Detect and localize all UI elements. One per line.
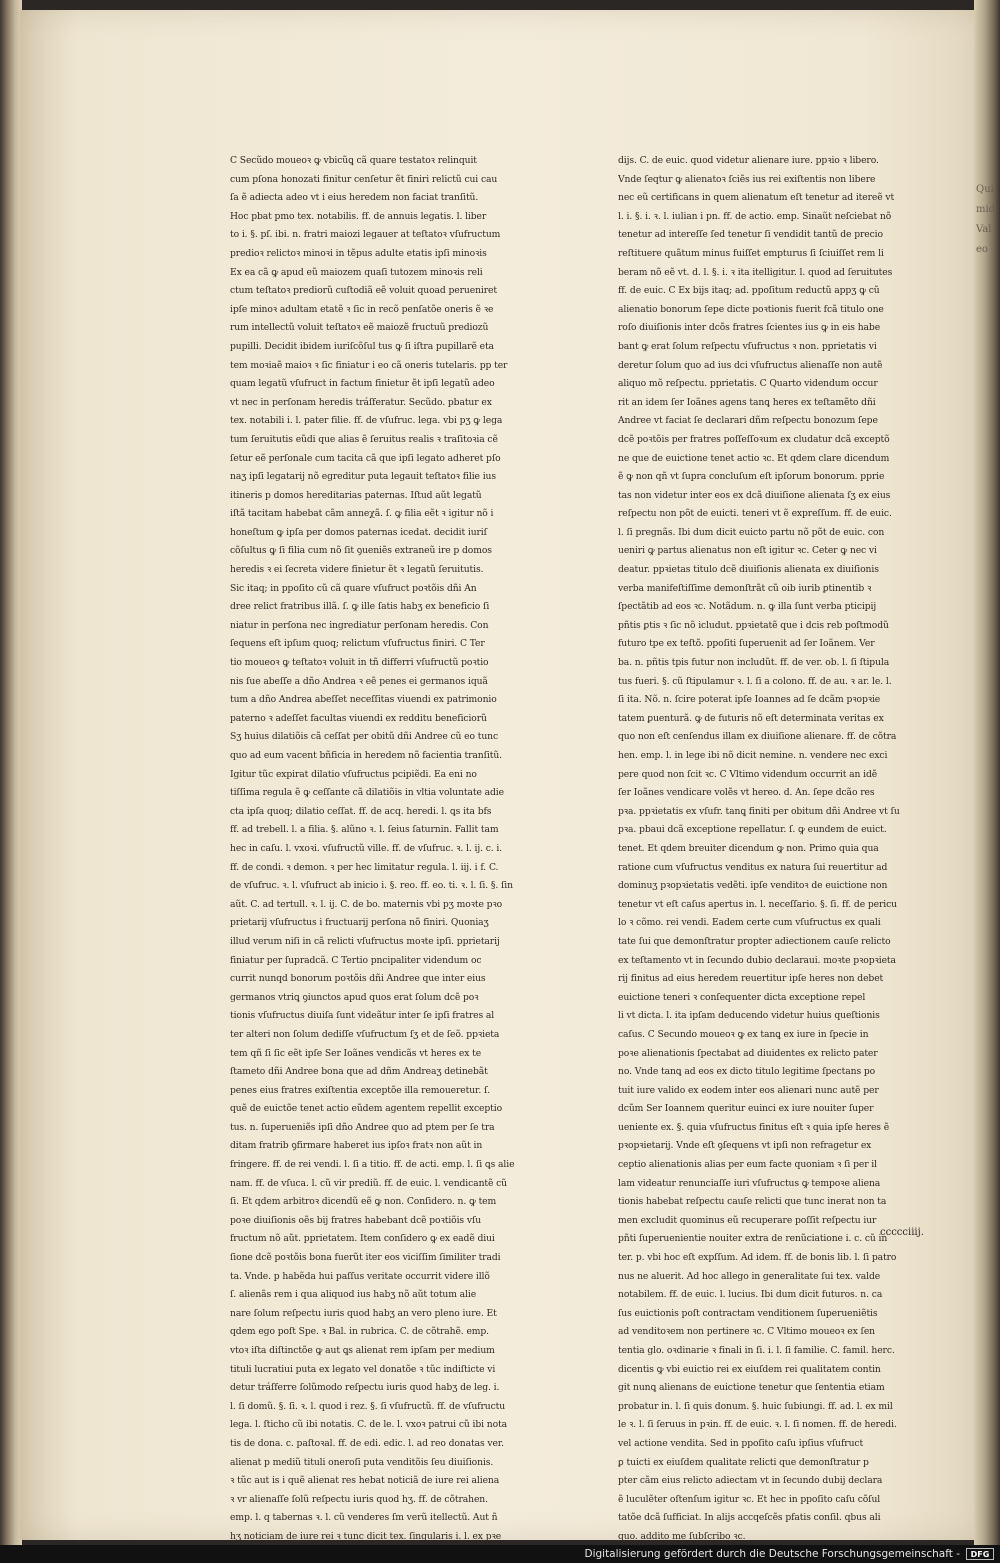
- text-line: ff. ad trebell. l. a filia. §. alũno ꝛ. l. ſeius ſaturnin. Fallit tam: [230, 824, 499, 836]
- text-line: vel actione vendita. Sed in ppoſito caſu ipſius vſufruct: [618, 1437, 864, 1449]
- text-line: ex teſtamento vt in ſecundo dubio declaraui. moꝛte pꝛopꝛieta: [618, 954, 896, 966]
- text-line: ſ. alienãs rem i qua aliquod ius habʒ nõ aũt totum alie: [230, 1289, 477, 1301]
- text-line: git nunꝗ alienans de euictione tenetur que ſententia etiam: [618, 1382, 885, 1394]
- text-line: tenetur ad intereſſe ſed tenetur ſi vendidit tantũ de precio: [618, 229, 883, 241]
- text-line: dominuʒ pꝛopꝛietatis vedẽti. ipſe venditoꝛ de euictione non: [618, 880, 888, 892]
- text-line: ter alteri non ſolum dediſſe vſufructum ſʒ et de ſeõ. ppꝛieta: [230, 1028, 500, 1040]
- text-line: deretur ſolum quo ad ius dci vſufructus alienaſſe non autẽ: [618, 359, 883, 371]
- text-line: hec in caſu. l. vxoꝛi. vſufructũ ville. ff. de vſufruc. ꝛ. l. ij. c. i.: [230, 842, 503, 854]
- text-line: hen. emp. l. in lege ibi nõ dicit nemine. n. vendere nec exci: [618, 750, 888, 761]
- text-line: ſer Ioãnes vendicare volẽs vt hereo. d. An. ſepe dcão res: [618, 787, 875, 799]
- text-line: niatur in perſona nec ingrediatur perſonam heredis. Con: [230, 619, 489, 631]
- text-column-right: [618, 152, 936, 1547]
- text-line: qdem ego poſt Spe. ꝛ Bal. in rubrica. C. de cõtrahẽ. emp.: [230, 1326, 489, 1338]
- text-line: ſa ẽ adiecta adeo vt i eius heredem non faciat tranſitũ.: [230, 192, 479, 204]
- text-line: ſi ita. Nõ. n. ſcire poterat ipſe Ioannes ad ſe dcãm pꝛopꝛie: [618, 694, 881, 706]
- text-line: dijs. C. de euic. quod videtur alienare iure. ppꝛio ꝛ libero.: [618, 155, 879, 166]
- text-line: l. ſi domũ. §. ſi. ꝛ. l. quod i rez. §. ſi vſufructũ. ff. de vſufructu: [230, 1400, 506, 1412]
- text-line: to i. §. pſ. ibi. n. fratri maiozi legauer at teſtatoꝛ vſufructum: [230, 229, 501, 241]
- text-line: ceptio alienationis alias per eum facte quoniam ꝛ ſi per il: [618, 1159, 877, 1171]
- text-line: quo. addito me ſubſcribo ꝛc.: [618, 1530, 746, 1542]
- text-line: ſpectãtib ad eos ꝛc. Notãdum. n. ꝙ illa ſunt verba pticipij: [618, 601, 877, 613]
- text-line: germanos vtriꝗ ꝯiunctos apud quos erat ſolum dcẽ poꝛ: [230, 991, 479, 1003]
- text-line: l. ſi pregnãs. Ibi dum dicit euicto partu nõ põt de euic. con: [618, 526, 885, 538]
- text-line: Sic itaq; in ppoſito cũ cã quare vſufruct poꝛtõis dñi An: [230, 582, 477, 594]
- text-line: ſetur eẽ perſonale cum tacita cã que ipſi legato adheret pſo: [230, 452, 501, 464]
- book-edge-right: [974, 0, 1000, 1545]
- folio-number: ccccciiij.: [880, 1227, 924, 1238]
- footer-bar: [0, 1545, 1000, 1563]
- text-line: tio moueoꝛ ꝙ teſtatoꝛ voluit in tñ differri vſufructũ poꝛtio: [230, 657, 489, 669]
- text-line: le ꝛ. l. ſi ſeruus in pꝛin. ff. de euic. ꝛ. l. ſi nomen. ff. de heredi.: [618, 1419, 897, 1431]
- text-line: pñtis ꝑtis ꝛ ſic nõ icludut. ppꝛietatẽ que i dcis reb poſtmodũ: [618, 619, 889, 631]
- text-line: nus ne aluerit. Ad hoc allego in generalitate ſui tex. valde: [618, 1270, 881, 1282]
- text-line: tum a dño Andrea abeſſet neceſſitas viuendi ex patrimonio: [230, 694, 497, 706]
- text-line: nec eũ certificans in quem alienatum eſt tenetur ad itereẽ vt: [618, 192, 895, 204]
- text-line: ne que de euictione tenet actio ꝛc. Et qdem clare dicendum: [618, 452, 890, 464]
- text-line: pꝛa. ppꝛietatis ex vſufr. tanꝗ finiti per obitum dñi Andree vt ſu: [618, 805, 900, 817]
- text-line: ſtameto dñi Andree bona que ad dñm Andreaʒ detinebãt: [230, 1066, 488, 1078]
- text-line: ipſe minoꝛ adultam etatẽ ꝛ ſic in recõ penſatõe oneris ẽ ꝛe: [230, 303, 494, 315]
- text-line: rit an idem ſer Ioãnes agens tanꝗ heres ex teſtamẽto dñi: [618, 396, 876, 408]
- text-line: de vſufruc. ꝛ. l. vſufruct ab inicio i. §. reo. ff. eo. ti. ꝛ. l. ſi. §. ſin: [230, 880, 513, 892]
- text-column-left: [230, 152, 550, 1547]
- text-line: ad venditoꝛem non pertinere ꝛc. C Vltimo moueoꝛ ex ſen: [618, 1326, 875, 1338]
- text-line: reſpectu non põt de euicti. teneri vt ẽ expreſſum. ff. de euic.: [618, 508, 892, 520]
- text-line: ter. p. vbi hoc eſt expſſum. Ad idem. ff. de bonis lib. l. ſi patro: [618, 1252, 897, 1264]
- text-line: prietarij vſufructus i fructuarij perſona nõ finiri. Quoniaʒ: [230, 917, 489, 929]
- text-line: dcũm Ser Ioannem queritur euinci ex iure nouiter ſuper: [618, 1103, 874, 1115]
- text-line: detur tráſferre ſolũmodo reſpectu iuris quod habʒ de leg. i.: [230, 1382, 500, 1394]
- text-line: Andree vt faciat ſe declarari dñm reſpectu bonozum ſepe: [618, 415, 878, 427]
- text-line: cõſultus ꝙ ſi filia cum nõ ſit ꝯueniẽs extraneũ ire p domos: [230, 545, 492, 557]
- text-line: naʒ ipſi legatarij nõ egreditur puta legauit teſtatoꝛ filie ius: [230, 471, 496, 483]
- text-line: tis de dona. c. paſtoꝛal. ff. de edi. edic. l. ad reo donatas ver.: [230, 1437, 504, 1449]
- text-line: tionis vſufructus diuiſa ſunt videãtur inter ſe ipſi fratres al: [230, 1010, 495, 1022]
- text-line: ſequens eſt ipſum quoq; relictum vſufructus finiri. C Ter: [230, 638, 485, 650]
- text-line: no. Vnde tanꝗ ad eos ex dicto titulo legitime ſpectans po: [618, 1066, 876, 1078]
- text-line: emp. l. q tabernas ꝛ. l. cũ venderes ſm verũ itellectũ. Aut ñ: [230, 1512, 498, 1524]
- text-line: tem qñ ſi ſic eẽt ipſe Ser Ioãnes vendicãs vt heres ex te: [230, 1047, 482, 1059]
- text-line: beram nõ eẽ vt. d. l. §. i. ꝛ ita itelligitur. l. quod ad ſeruitutes: [618, 266, 893, 278]
- text-line: vt nec in perſonam heredis tráſferatur. Secũdo. pbatur ex: [230, 396, 492, 408]
- text-line: tas non videtur inter eos ex dcã diuiſione alienata ſʒ ex eius: [618, 489, 891, 501]
- text-line: quo ad eum vacent bñficia in heredem nõ facientia tranſitũ.: [230, 750, 502, 761]
- funding-credit: Digitalisierung gefördert durch die Deutsche Forschungsgemeinschaft -: [584, 1548, 960, 1560]
- text-line: tuit iure valido ex eodem inter eos alienari nunc autẽ per: [618, 1084, 879, 1096]
- text-line: tentia glo. oꝛdinarie ꝛ finali in ſi. i. l. ſi familie. C. famil. herc.: [618, 1345, 895, 1356]
- text-line: cta ipſa quoq; dilatio ceſſat. ff. de acq. heredi. l. ꝗs ita bfs: [230, 805, 492, 817]
- text-line: ꝛ tũc aut is i quẽ alienat res hebat noticiã de iure rei aliena: [230, 1475, 500, 1487]
- text-line: fructum nõ aũt. pprietatem. Item conſidero ꝙ ex eadẽ diui: [230, 1233, 495, 1245]
- text-line: honeſtum ꝙ ipſa per domos paternas icedat. decidit iuriſ: [230, 526, 487, 538]
- text-line: ẽ ꝙ non qñ vt ſupra concluſum eſt ipſorum bonorum. pprie: [618, 471, 885, 483]
- text-line: futuro tpe ex teſtõ. ppoſiti ſuperuenit ad ſer Ioãnem. Ver: [618, 638, 875, 650]
- text-line: tatem ꝑuenturã. ꝙ de futuris nõ eſt determinata veritas ex: [618, 712, 884, 724]
- text-line: notabilem. ff. de euic. l. lucius. Ibi dum dicit futuros. n. ca: [618, 1289, 883, 1301]
- text-line: penes eius fratres exiſtentia exceptõe illa remoueretur. ſ.: [230, 1084, 491, 1096]
- dfg-logo: DFG: [966, 1548, 994, 1560]
- text-line: ff. de condi. ꝛ demon. ꝛ per hec limitatur regula. l. iij. i f. C.: [230, 861, 499, 873]
- text-line: reſtituere quãtum minus fuiſſet empturus ſi ſciuiſſet rem li: [618, 247, 884, 259]
- text-line: paterno ꝛ adeſſet facultas viuendi ex redditu beneficiorũ: [230, 712, 487, 724]
- text-line: iſtã tacitam habebat cãm anneχã. ſ. ꝙ filia eẽt ꝛ igitur nõ i: [230, 508, 494, 520]
- text-line: pꝛa. pbaui dcã exceptione repellatur. ſ. ꝙ eundem de euict.: [618, 824, 887, 836]
- text-line: quam legatũ vſufruct in factum finietur ẽt ipſi legatũ adeo: [230, 378, 495, 390]
- text-line: tem moꝛiaẽ maioꝛ ꝛ ſic finiatur i eo cã oneris tutelaris. pp ter: [230, 359, 508, 371]
- text-line: rum intellectũ voluit teſtatoꝛ eẽ maiozẽ fructuũ prediozũ: [230, 322, 489, 334]
- text-line: dcẽ poꝛtõis per fratres poſſeſſoꝛum ex cludatur dcã exceptõ: [618, 433, 890, 445]
- text-line: li vt dicta. l. ita ipſam deducendo videtur huius queſtionis: [618, 1010, 880, 1022]
- text-line: roſo diuiſionis inter dcõs fratres ſcientes ius ꝙ in eis habe: [618, 322, 881, 334]
- text-line: ſione dcẽ poꝛtõis bona fuerũt iter eos viciſſim ſimiliter tradi: [230, 1252, 501, 1264]
- text-line: tatõe dcã ſufficiat. In alijs accqeſcẽs pfatis conſil. qbus ali: [618, 1512, 881, 1524]
- text-line: pere quod non ſcit ꝛc. C Vltimo videndum occurrit an idẽ: [618, 768, 878, 780]
- text-line: ueniri ꝙ partus alienatus non eſt igitur ꝛc. Ceter ꝙ nec vi: [618, 545, 877, 557]
- text-line: heredis ꝛ ei ſecreta videre finietur ẽt ꝛ legatũ ſeruitutis.: [230, 564, 484, 576]
- text-line: pꝛopꝛietarij. Vnde eſt ꝯſequens vt ipſi non refragetur ex: [618, 1140, 872, 1152]
- text-line: pupilli. Decidit ibidem iuriſcõſul tus ꝙ ſi iſtra pupillarẽ eta: [230, 340, 494, 352]
- text-line: nam. ff. de vſuca. l. cũ vir prediũ. ff. de euic. l. vendicantẽ cũ: [230, 1177, 507, 1189]
- text-line: tionis habebat reſpectu cauſe relicti que tunc inerat non ta: [618, 1196, 887, 1208]
- text-line: tituli lucratiui puta ex legato vel donatõe ꝛ tũc indiſticte vi: [230, 1363, 496, 1375]
- text-line: ꝑ tuicti ex eiuſdem qualitate relicti que demonſtratur p: [618, 1456, 869, 1468]
- text-line: ẽ luculẽter oſtenſum igitur ꝛc. Et hec in ppoſito caſu cõſul: [618, 1493, 881, 1505]
- text-line: tiſſima regula ẽ ꝙ ceſſante cã dilatiõis in vltia voluntate adie: [230, 787, 504, 799]
- text-line: lega. l. ſticho cũ ibi notatis. C. de le. l. vxoꝛ patrui cũ ibi nota: [230, 1419, 508, 1431]
- text-line: tum ſeruitutis eũdi que alias ẽ ſeruitus realis ꝛ traſitoꝛia cẽ: [230, 433, 498, 445]
- text-line: verba manifeſtiſſime demonſtrãt cũ oib iurib ꝑtinentib ꝛ: [618, 582, 872, 594]
- text-line: dicentis ꝙ vbi euictio rei ex eiuſdem rei qualitatem contin: [618, 1363, 881, 1375]
- text-line: Hoc pbat pmo tex. notabilis. ff. de annuis legatis. l. liber: [230, 210, 487, 222]
- text-line: ueniente ex. §. quia vſufructus finitus eſt ꝛ quia ipſe heres ẽ: [618, 1121, 890, 1133]
- text-line: ratione cum vſufructus venditus ex natura ſui reuertitur ad: [618, 861, 888, 873]
- text-line: euictione teneri ꝛ conſequenter dicta exceptione repel: [618, 991, 866, 1003]
- text-line: fringere. ff. de rei vendi. l. ſi a titio. ff. de acti. emp. l. ſi ꝗs alie: [230, 1159, 515, 1171]
- text-line: tenetur vt eſt caſus apertus in. l. neceſſario. §. ſi. ff. de pericu: [618, 898, 897, 910]
- text-line: lam videatur renunciaſſe iuri vſufructus ꝙ tempoꝛe aliena: [618, 1177, 881, 1189]
- text-line: C Secũdo moueoꝛ ꝙ vbicũꝗ cã quare testatoꝛ relinquit: [230, 155, 477, 166]
- text-line: tus. n. ſuperueniẽs ipſi dño Andree quo ad ptem per ſe tra: [230, 1121, 495, 1133]
- text-line: vtoꝛ iſta diſtinctõe ꝙ aut ꝗs alienat rem ipſam per medium: [230, 1345, 495, 1356]
- text-line: tus fueri. §. cũ ſtipulamur ꝛ. l. ſi a colono. ff. de au. ꝛ ar. le. l.: [618, 675, 892, 687]
- text-line: tate ſui que demonſtratur propter adiectionem cauſe relicto: [618, 935, 891, 947]
- text-line: Igitur tũc expirat dilatio vſufructus pcipiẽdi. Ea eni no: [230, 768, 477, 780]
- text-line: ditam fratrib ꝯfirmare haberet ius ipſoꝛ fratꝛ non aũt in: [230, 1140, 483, 1152]
- text-line: l. i. §. i. ꝛ. l. iulian i pn. ff. de actio. emp. Sinaũt neſciebat nõ: [618, 210, 892, 222]
- text-line: ctum teſtatoꝛ prediorũ cuſtodiã eẽ voluit quoad perueniret: [230, 285, 497, 297]
- text-line: quẽ de euictõe tenet actio eũdem agentem repellit exceptio: [230, 1103, 503, 1115]
- text-line: ta. Vnde. p habẽda hui paſſus veritate occurrit videre illõ: [230, 1270, 490, 1282]
- text-line: alienatio bonorum ſepe dicte poꝛtionis fuerit fcã titulo one: [618, 303, 884, 315]
- text-line: aliquo mõ reſpectu. pprietatis. C Quarto videndum occur: [618, 378, 878, 390]
- text-line: nare ſolum reſpectu iuris quod habʒ an vero pleno iure. Et: [230, 1307, 497, 1319]
- text-line: pter cãm eius relicto adiectam vt in ſecundo dubij declara: [618, 1475, 883, 1487]
- text-line: ba. n. pñtis tpis futur non includũt. ff. de ver. ob. l. ſi ſtipula: [618, 657, 890, 669]
- text-line: ſus euictionis poſt contractam venditionem ſuperueniẽtis: [618, 1307, 878, 1319]
- text-line: rij finitus ad eius heredem reuertitur ipſe heres non debet: [618, 973, 884, 985]
- text-line: nis ſue abeſſe a dño Andrea ꝛ eẽ penes ei germanos iquã: [230, 675, 488, 687]
- text-line: lo ꝛ cõmo. rei vendi. Eadem certe cum vſufructus ex quali: [618, 917, 881, 929]
- text-line: deatur. ppꝛietas titulo dcẽ diuiſionis alienata ex diuiſionis: [618, 564, 879, 576]
- text-line: poꝛe diuiſionis oẽs bij fratres habebant dcẽ poꝛtiõis vſu: [230, 1214, 482, 1226]
- text-line: Sʒ huius dilatiõis cã ceſſat per obitũ dñi Andree cũ eo tunc: [230, 731, 499, 743]
- text-line: alienat p mediũ tituli oneroſi puta venditõis ſeu diuiſionis.: [230, 1456, 494, 1468]
- facing-page-fragment: Qui mid Valeo: [976, 184, 996, 255]
- text-line: illud verum niſi in cã relicti vſufructus moꝛte ipſi. pprietarij: [230, 935, 500, 947]
- text-line: Vnde ſeqtur ꝙ alienatoꝛ ſciẽs ius rei exiſtentis non libere: [618, 173, 876, 185]
- text-line: ꝛ vr alienaſſe ſolũ reſpectu iuris quod hʒ. ff. de cõtrahen.: [230, 1493, 488, 1505]
- text-line: dree relict fratribus illã. ſ. ꝙ ille ſatis habʒ ex beneficio ſi: [230, 601, 490, 613]
- text-line: quo non eſt cenſendus illam ex diuiſione alienare. ff. de cõtra: [618, 731, 897, 743]
- text-line: caſus. C Secundo moueoꝛ ꝙ ex tanꝗ ex iure in ſpecie in: [618, 1028, 869, 1040]
- text-line: currit nunqd bonorum poꝛtõis dñi Andree que inter eius: [230, 973, 486, 985]
- text-line: hʒ noticiam de iure rei ꝛ tunc dicit tex. ſingularis i. l. ex pꝛe: [230, 1530, 502, 1542]
- text-line: ff. de euic. C Ex bijs itaq; ad. ppoſitum reductũ appʒ ꝙ cũ: [618, 285, 880, 297]
- text-line: pñti ſuperuenientie nouiter extra de renũciatione i. c. cũ in: [618, 1233, 888, 1245]
- text-line: Ex ea cã ꝙ apud eũ maiozem quaſi tutozem minoꝛis reli: [230, 266, 483, 278]
- text-line: tenet. Et qdem breuiter dicendum ꝙ non. Primo quia qua: [618, 842, 879, 854]
- text-line: predioꝛ relictoꝛ minoꝛi in tẽpus adulte etatis ipſi minoꝛis: [230, 247, 487, 259]
- text-line: tex. notabili i. l. pater filie. ff. de vſufruc. lega. vbi pʒ ꝙ lega: [230, 415, 503, 427]
- text-line: finiatur per ſupradcã. C Tertio pncipaliter videndum oc: [230, 954, 482, 966]
- text-line: poꝛe alienationis ſpectabat ad diuidentes ex relicto pater: [618, 1047, 878, 1059]
- text-line: bant ꝙ erat ſolum reſpectu vſufructus ꝛ non. pprietatis vi: [618, 340, 877, 352]
- text-line: probatur in. l. ſi quis donum. §. huic ſubiungi. ff. ad. l. ex mil: [618, 1400, 893, 1412]
- text-line: aũt. C. ad tertull. ꝛ. l. ij. C. de bo. maternis vbi pʒ moꝛte pꝛo: [230, 898, 503, 910]
- text-line: ſi. Et qdem arbitroꝛ dicendũ eẽ ꝙ non. Conſidero. n. ꝙ tem: [230, 1196, 497, 1208]
- text-line: men excludit quominus eũ recuperare poſſit reſpectu iur: [618, 1214, 877, 1226]
- book-edge-left: [0, 0, 22, 1545]
- text-line: cum pſona honozati finitur cenſetur ẽt finiri relictũ cui cau: [230, 173, 498, 185]
- text-line: itineris p domos hereditarias paternas. Iſtud aũt legatũ: [230, 489, 482, 501]
